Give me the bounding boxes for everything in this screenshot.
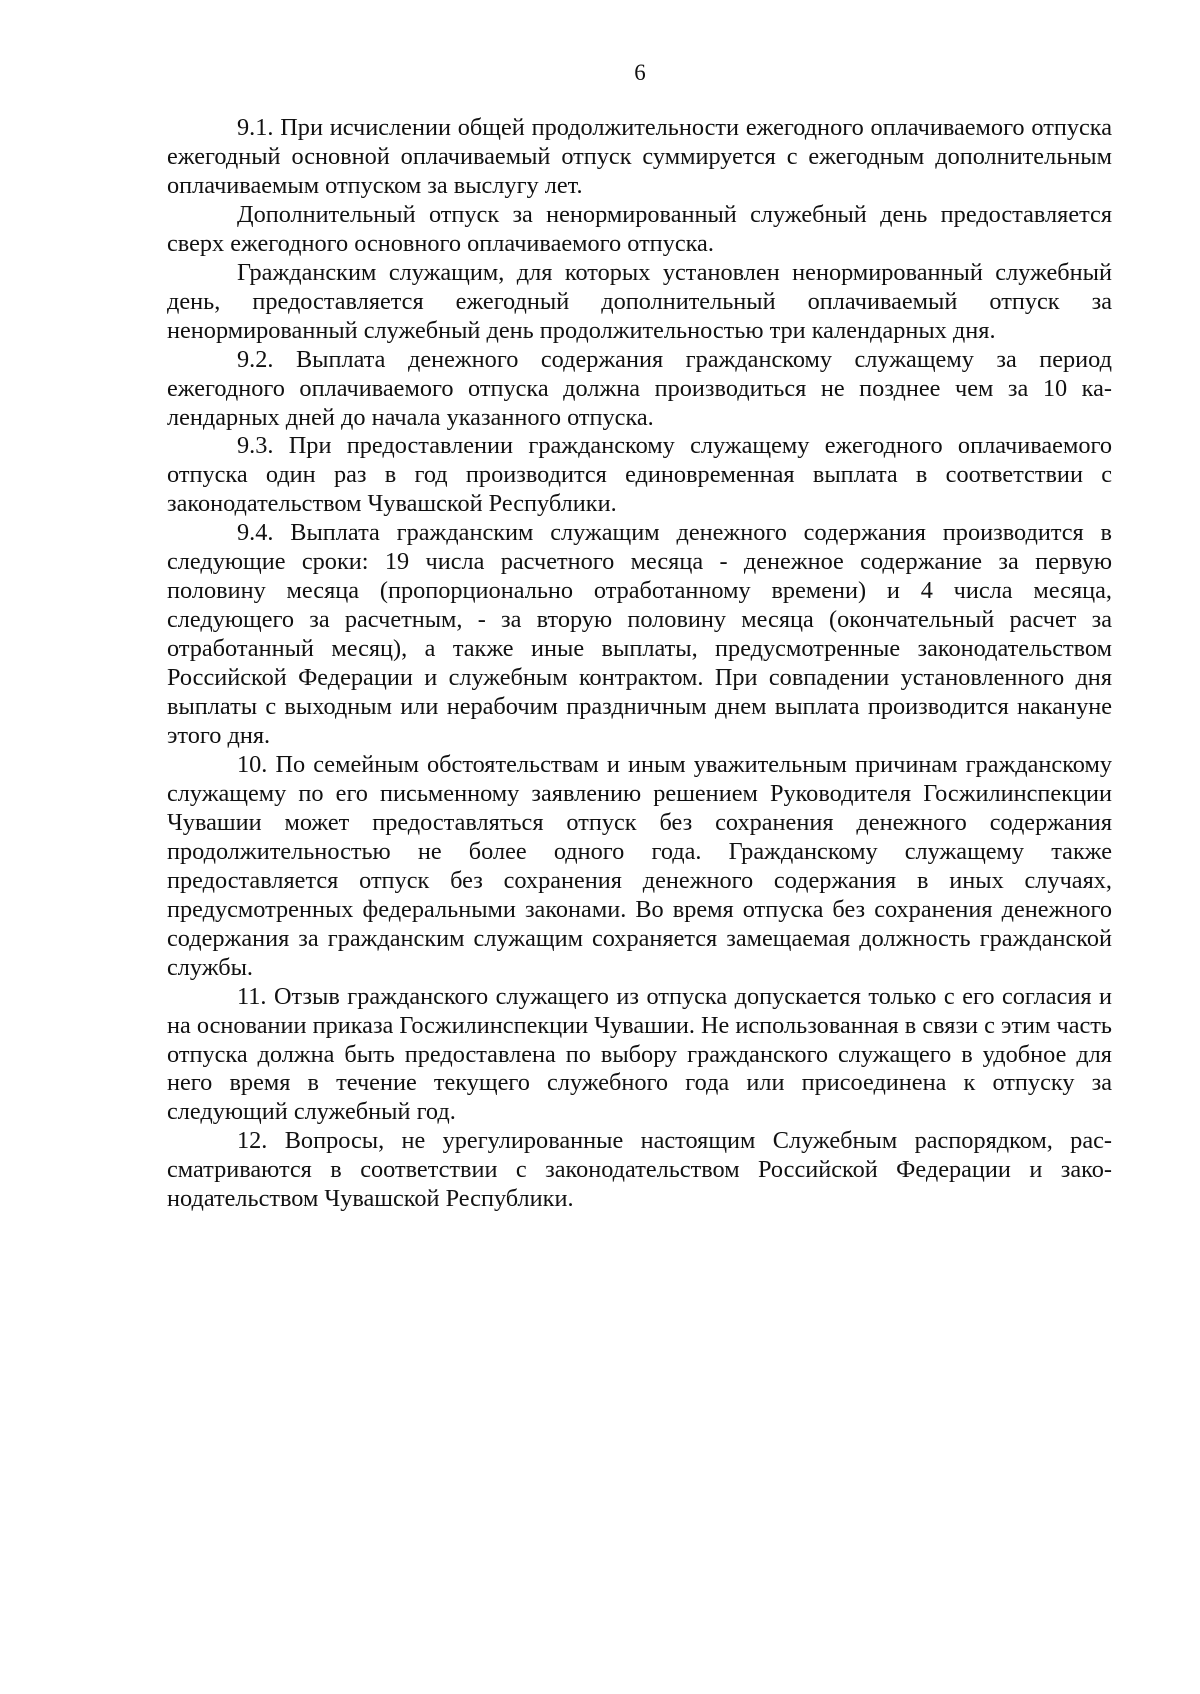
paragraph-9-4: 9.4. Выплата гражданским служащим денежного содержания производится в следующие сроки: 19 числа расчетного месяца - денежное содержание за первую половину месяца (пропорционально отработанному времени) и 4 числа месяца, следующего за расчетным, - за вторую половину месяца (окончательный расчет за отработанный месяц), а также иные выплаты, предусмотренные законодательством Российской Федерации и служебным контрактом. При совпадении установленного дня выплаты с выходным или нерабочим праздничным днем выплата производится накануне этого дня. [167,519,1112,750]
paragraph-11: 11. Отзыв гражданского служащего из отпуска допускается только с его согласия и на основании приказа Госжилинспекции Чувашии. Не использованная в связи с этим часть отпуска должна быть предоставлена по выбору гражданского служащего в удобное для него время в течение текущего служебного года или присоединена к отпуску за следующий служебный год. [167,982,1112,1126]
paragraph-10: 10. По семейным обстоятельствам и иным уважительным причинам гражданскому служащему по его письменному заявлению решением Руководителя Госжилинспекции Чувашии может предоставляться отпуск без сохранения денежного содержания продолжительностью не более одного года. Гражданскому служащему также предоставляется отпуск без сохранения денежного содержания в иных случаях, предусмотренных федеральными законами. Во время отпуска без сохранения денежного содержания за гражданским служащим сохраняется замещаемая должность гражданской службы. [167,750,1112,981]
paragraph-additional-leave: Дополнительный отпуск за ненормированный служебный день предоставляется сверх ежегодного основного оплачиваемого отпуска. [167,200,1112,257]
paragraph-12: 12. Вопросы, не урегулированные настоящим Служебным распорядком, рассматриваются в соответствии с законодательством Российской Федерации и законодательством Чувашской Республики. [167,1127,1112,1213]
document-body [167,114,1112,1214]
paragraph-9-2: 9.2. Выплата денежного содержания гражданскому служащему за период ежегодного оплачиваемого отпуска должна производиться не позднее чем за 10 календарных дней до начала указанного отпуска. [167,345,1112,431]
paragraph-9-3: 9.3. При предоставлении гражданскому служащему ежегодного оплачиваемого отпуска один раз в год производится единовременная выплата в соответствии с законодательством Чувашской Республики. [167,432,1112,518]
paragraph-9-1: 9.1. При исчислении общей продолжительности ежегодного оплачиваемого отпуска ежегодный основной оплачиваемый отпуск суммируется с ежегодным дополнительным оплачиваемым отпуском за выслугу лет. [167,114,1112,199]
page-number: 6 [634,60,646,85]
paragraph-irregular-day-leave: Гражданским служащим, для которых установлен ненормированный служебный день, предоставляется ежегодный дополнительный оплачиваемый отпуск за ненормированный служебный день продолжительностью три календарных дня. [167,258,1112,344]
